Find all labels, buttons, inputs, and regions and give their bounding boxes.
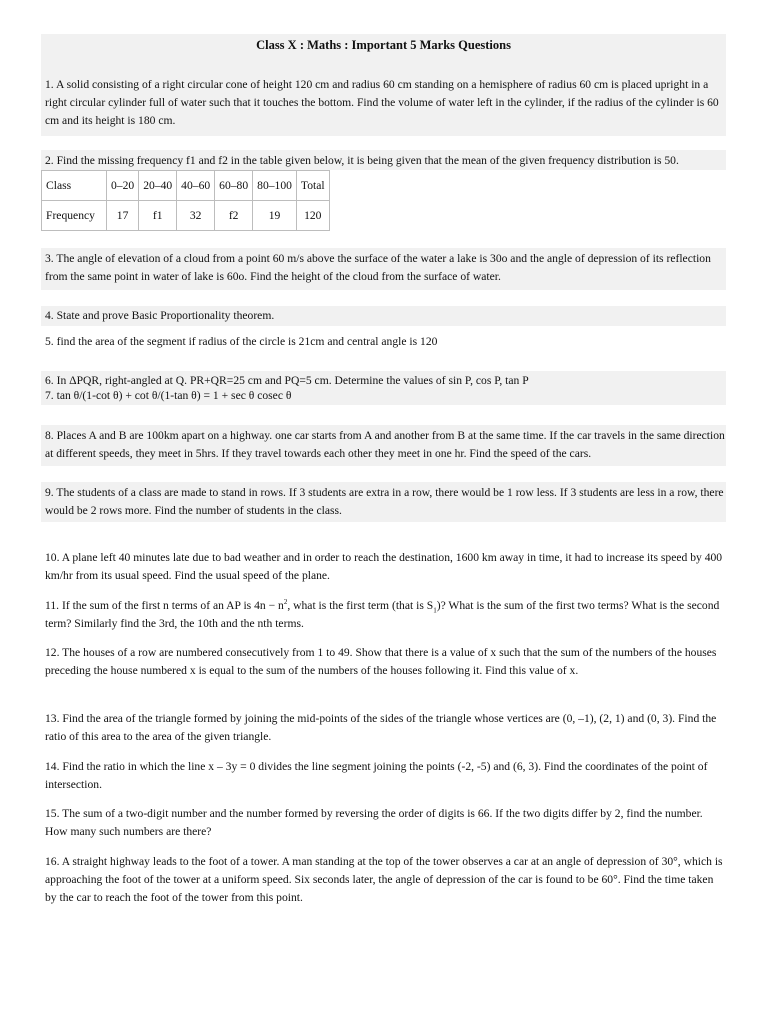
table-cell: 40–60 — [177, 171, 215, 201]
question-11-text: , what is the first term (that is S — [287, 599, 434, 612]
question-3: 3. The angle of elevation of a cloud from a point 60 m/s above the surface of the water a lake is 30o and the angle of depression of its reflection from the same point in water of lake is 60o. Find the height of the cloud from the surface of water. — [45, 252, 711, 283]
question-14: 14. Find the ratio in which the line x – 3y = 0 divides the line segment joining the points (-2, -5) and (6, 3). Find the coordinates of the point of intersection. — [45, 760, 708, 791]
table-cell: Total — [296, 171, 329, 201]
superscript: 2 — [283, 598, 288, 607]
table-cell: f2 — [215, 201, 253, 231]
table-row — [42, 171, 330, 201]
question-4: 4. State and prove Basic Proportionality theorem. — [45, 309, 275, 322]
question-9: 9. The students of a class are made to stand in rows. If 3 students are extra in a row, there would be 1 row less. If 3 students are less in a row, there would be 2 rows more. Find the number of students in the class. — [45, 486, 724, 517]
question-15: 15. The sum of a two-digit number and the number formed by reversing the order of digits is 66. If the two digits differ by 2, find the number. How many such numbers are there? — [45, 807, 703, 838]
table-cell: f1 — [139, 201, 177, 231]
table-cell: 20–40 — [139, 171, 177, 201]
table-cell: 17 — [107, 201, 139, 231]
question-6: 6. In ΔPQR, right-angled at Q. PR+QR=25 cm and PQ=5 cm. Determine the values of sin P, cos P, tan P — [45, 374, 529, 387]
question-11 — [45, 597, 725, 633]
question-7: 7. tan θ/(1-cot θ) + cot θ/(1-tan θ) = 1 + sec θ cosec θ — [45, 389, 292, 402]
question-1: 1. A solid consisting of a right circular cone of height 120 cm and radius 60 cm standing on a hemisphere of radius 60 cm is placed upright in a right circular cylinder full of water such that it touches the bottom. Find the volume of water left in the cylinder, if the radius of the cylinder is 60 cm and its height is 180 cm. — [45, 78, 719, 127]
table-cell: Frequency — [42, 201, 107, 231]
table-cell: 32 — [177, 201, 215, 231]
question-12: 12. The houses of a row are numbered consecutively from 1 to 49. Show that there is a value of x such that the sum of the numbers of the houses preceding the house numbered x is equal to the sum of the numbers of the houses following it. Find this value of x. — [45, 646, 717, 677]
table-cell: Class — [42, 171, 107, 201]
page-title: Class X : Maths : Important 5 Marks Questions — [256, 38, 511, 52]
question-11-text: 11. If the sum of the first n terms of an AP is 4n − n — [45, 599, 284, 612]
question-13: 13. Find the area of the triangle formed by joining the mid-points of the sides of the triangle whose vertices are (0, –1), (2, 1) and (0, 3). Find the ratio of this area to the area of the given triangle. — [45, 712, 717, 743]
subscript: 1 — [433, 606, 437, 615]
question-11-text: )? What is the sum of the first two terms? What is the second term? Similarly find the 3rd, the 10th and the nth terms. — [45, 599, 720, 630]
table-cell: 60–80 — [215, 171, 253, 201]
table-cell: 80–100 — [253, 171, 297, 201]
question-5: 5. find the area of the segment if radius of the circle is 21cm and central angle is 120 — [45, 335, 438, 348]
question-2: 2. Find the missing frequency f1 and f2 in the table given below, it is being given that the mean of the given frequency distribution is 50. — [45, 154, 679, 167]
table-cell: 19 — [253, 201, 297, 231]
question-16: 16. A straight highway leads to the foot of a tower. A man standing at the top of the tower observes a car at an angle of depression of 30°, which is approaching the foot of the tower at a uniform speed. Six seconds later, the angle of depression of the car is found to be 60°. Find the time taken by the car to reach the foot of the tower from this point. — [45, 855, 723, 904]
table-cell: 120 — [296, 201, 329, 231]
table-row — [42, 201, 330, 231]
question-10: 10. A plane left 40 minutes late due to bad weather and in order to reach the destination, 1600 km away in time, it had to increase its speed by 400 km/hr from its usual speed. Find the usual speed of the plane. — [45, 551, 723, 582]
frequency-table — [41, 170, 330, 231]
question-8: 8. Places A and B are 100km apart on a highway. one car starts from A and another from B at the same time. If the car travels in the same direction at different speeds, they meet in 5hrs. If they travel towards each other they meet in one hr. Find the speed of the cars. — [45, 429, 725, 460]
table-cell: 0–20 — [107, 171, 139, 201]
